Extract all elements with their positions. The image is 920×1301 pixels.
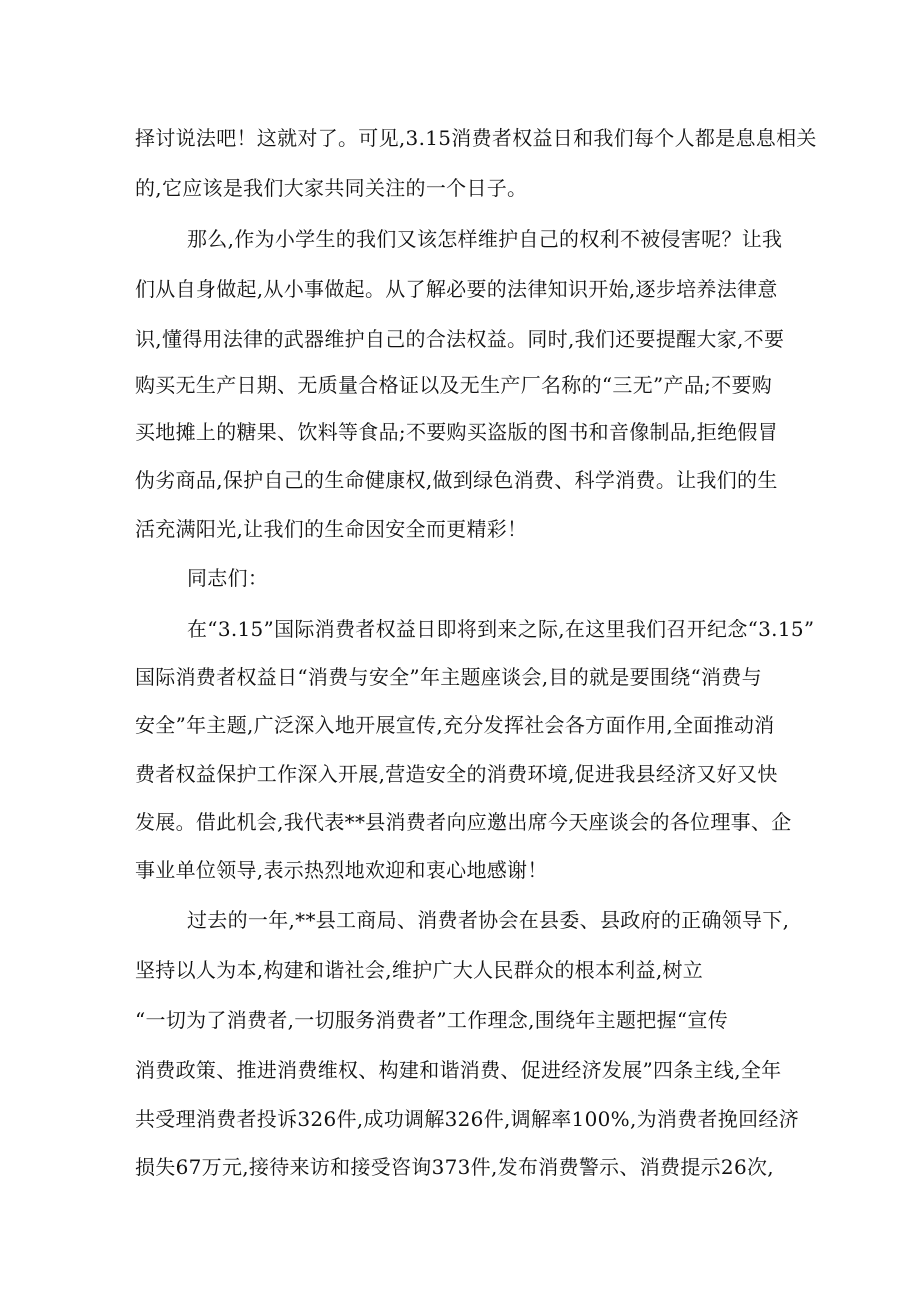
text-line: 同志们： bbox=[187, 566, 269, 590]
text-line: 购买无生产日期、无质量合格证以及无生产厂名称的“三无”产品;不要购 bbox=[135, 373, 773, 397]
text-line: 活充满阳光,让我们的生命因安全而更精彩！ bbox=[135, 517, 528, 541]
text-line: 消费政策、推进消费维权、构建和谐消费、促进经济发展”四条主线,全年 bbox=[135, 1058, 782, 1082]
text-line: 择讨说法吧！这就对了。可见,3.15消费者权益日和我们每个人都是息息相关 bbox=[135, 126, 817, 150]
text-line: 费者权益保护工作深入开展,营造安全的消费环境,促进我县经济又好又快 bbox=[135, 762, 778, 786]
text-line: 买地摊上的糖果、饮料等食品;不要购买盗版的图书和音像制品,拒绝假冒 bbox=[135, 420, 778, 444]
text-line: 国际消费者权益日“消费与安全”年主题座谈会,目的就是要围绕“消费与 bbox=[135, 665, 762, 689]
text-line: 那么,作为小学生的我们又该怎样维护自己的权利不被侵害呢？让我 bbox=[187, 227, 783, 251]
text-line: 坚持以人为本,构建和谐社会,维护广大人民群众的根本利益,树立 bbox=[135, 958, 704, 982]
text-line: 损失67万元,接待来访和接受咨询373件,发布消费警示、消费提示26次, bbox=[135, 1155, 774, 1179]
text-line: 伪劣商品,保护自己的生命健康权,做到绿色消费、科学消费。让我们的生 bbox=[135, 468, 778, 492]
text-line: 识,懂得用法律的武器维护自己的合法权益。同时,我们还要提醒大家,不要 bbox=[135, 327, 785, 351]
text-line: “一切为了消费者,一切服务消费者”工作理念,围绕年主题把握“宣传 bbox=[135, 1008, 728, 1032]
text-line: 在“3.15”国际消费者权益日即将到来之际,在这里我们召开纪念“3.15” bbox=[187, 617, 815, 641]
text-line: 事业单位领导,表示热烈地欢迎和衷心地感谢！ bbox=[135, 858, 548, 882]
text-line: 们从自身做起,从小事做起。从了解必要的法律知识开始,逐步培养法律意 bbox=[135, 277, 778, 301]
text-line: 共受理消费者投诉326件,成功调解326件,调解率100%,为消费者挽回经济 bbox=[135, 1107, 799, 1131]
text-line: 安全”年主题,广泛深入地开展宣传,充分发挥社会各方面作用,全面推动消 bbox=[135, 713, 775, 737]
text-line: 的,它应该是我们大家共同关注的一个日子。 bbox=[135, 176, 528, 200]
text-line: 发展。借此机会,我代表**县消费者向应邀出席今天座谈会的各位理事、企 bbox=[135, 810, 792, 834]
text-line: 过去的一年,**县工商局、消费者协会在县委、县政府的正确领导下, bbox=[187, 908, 790, 932]
